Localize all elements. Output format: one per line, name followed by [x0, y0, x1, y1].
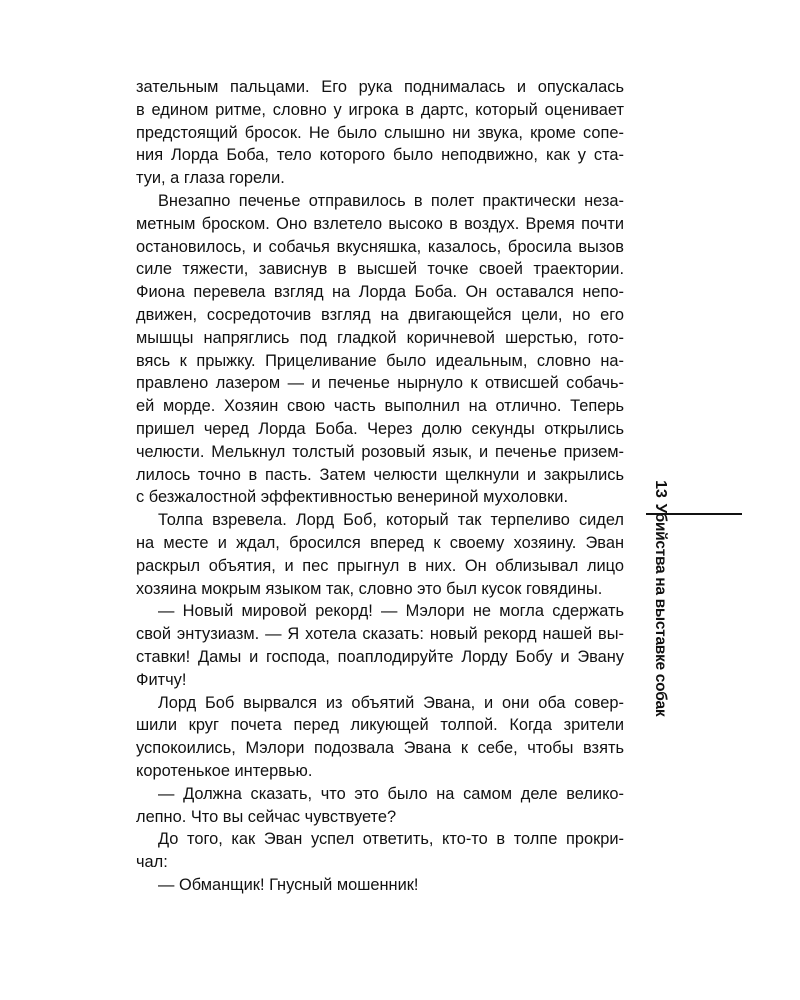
text-line: мышцы напряглись под гладкой коричневой шерстью, гото- — [136, 328, 624, 347]
text-line: в едином ритме, словно у игрока в дартс, который оценивает — [136, 100, 624, 119]
text-line: ставки! Дамы и господа, поаплодируйте Лорду Бобу и Эвану — [136, 647, 624, 666]
running-title — [646, 503, 674, 717]
text-line: движен, сосредоточив взгляд на двигающейся цели, но его — [136, 305, 624, 324]
text-line: — Новый мировой рекорд! — Мэлори не могла сдержать — [158, 602, 624, 621]
text-line: с безжалостной эффективностью венериной мухоловки. — [136, 488, 568, 507]
page-body-text — [136, 76, 624, 897]
text-line: правлено лазером — и печенье нырнуло к отвисшей собачь- — [136, 374, 624, 393]
text-line: Фиона перевела взгляд на Лорда Боба. Он оставался непо- — [136, 283, 624, 302]
text-line: Фитчу! — [136, 670, 187, 689]
text-line: — Должна сказать, что это было на самом деле велико- — [158, 784, 624, 803]
text-line: пришел черед Лорда Боба. Через долю секунды открылись — [136, 419, 624, 438]
text-line: челюсти. Мелькнул толстый розовый язык, и печенье призем- — [136, 442, 624, 461]
text-line: Внезапно печенье отправилось в полет практически неза- — [158, 191, 624, 210]
text-line: на месте и ждал, бросился вперед к своему хозяину. Эван — [136, 533, 624, 552]
text-line: предстоящий бросок. Не было слышно ни звука, кроме сопе- — [136, 123, 624, 142]
text-line: ей морде. Хозяин свою часть выполнил на отлично. Теперь — [136, 397, 624, 416]
text-line: коротенькое интервью. — [136, 761, 313, 780]
page-number — [646, 476, 674, 502]
text-line: лепно. Что вы сейчас чувствуете? — [136, 807, 397, 826]
text-line: свой энтузиазм. — Я хотела сказать: новый рекорд нашей вы- — [136, 625, 624, 644]
text-line: зательным пальцами. Его рука поднималась и опускалась — [136, 78, 624, 96]
text-line: туи, а глаза горели. — [136, 169, 285, 188]
text-line: До того, как Эван успел ответить, кто-то в толпе прокри- — [158, 830, 624, 849]
page-number-label: 13 — [652, 480, 669, 498]
text-line: чал: — [136, 853, 168, 872]
text-line: вясь к прыжку. Прицеливание было идеальным, словно на- — [136, 351, 624, 370]
text-line: остановилось, и собачья вкусняшка, казалось, бросила вызов — [136, 237, 624, 256]
running-title-label: Убийства на выставке собак — [652, 503, 669, 717]
text-line: раскрыл объятия, и пес прыгнул в них. Он облизывал лицо — [136, 556, 624, 575]
text-line: Лорд Боб вырвался из объятий Эвана, и они оба совер- — [158, 693, 624, 712]
text-line: Толпа взревела. Лорд Боб, который так терпеливо сидел — [158, 511, 624, 530]
text-line: ния Лорда Боба, тело которого было неподвижно, как у ста- — [136, 146, 624, 165]
text-line: метным броском. Оно взлетело высоко в воздух. Время почти — [136, 214, 624, 233]
text-line: хозяина мокрым языком так, словно это был кусок говядины. — [136, 579, 603, 598]
text-line: силе тяжести, зависнув в высшей точке своей траектории. — [136, 260, 624, 279]
text-line: шили круг почета перед ликующей толпой. Когда зрители — [136, 716, 624, 735]
text-line: лилось точно в пасть. Затем челюсти щелкнули и закрылись — [136, 465, 624, 484]
text-line: — Обманщик! Гнусный мошенник! — [158, 875, 419, 894]
text-line: успокоились, Мэлори подозвала Эвана к себе, чтобы взять — [136, 739, 624, 758]
